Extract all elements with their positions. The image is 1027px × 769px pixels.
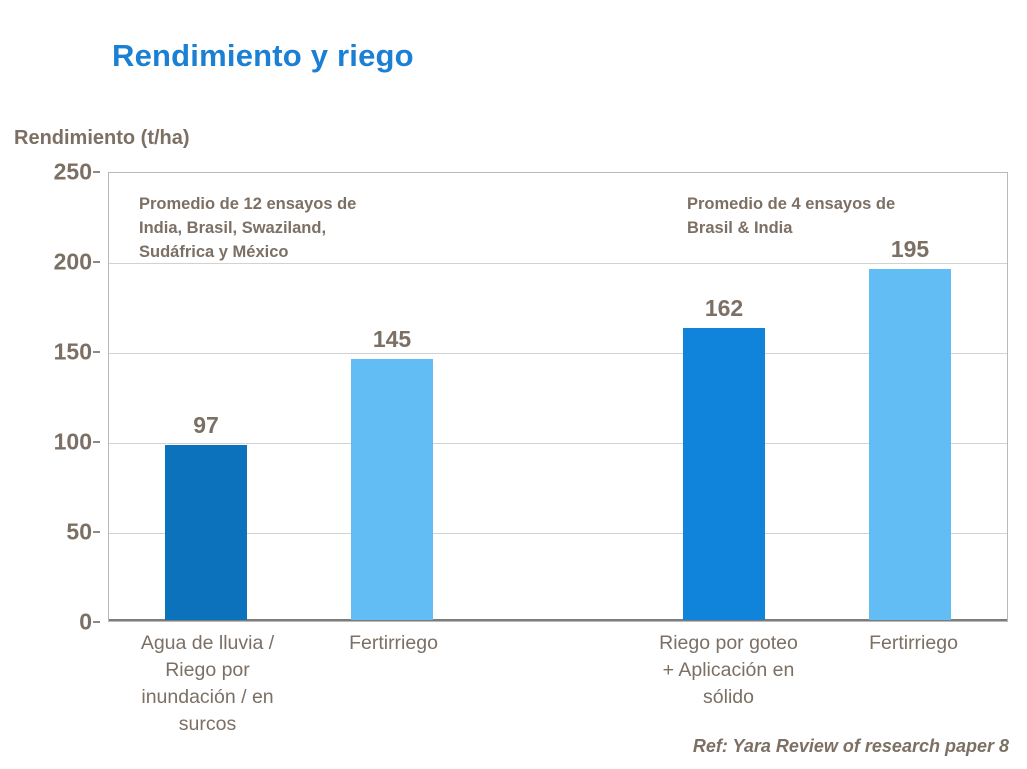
category-label-4-line-1: Fertirriego: [869, 632, 958, 654]
x-axis-category-labels: [108, 630, 1008, 745]
bar-value-label-4: 195: [890, 236, 930, 262]
category-label-3-line-1: Riego por goteo: [659, 632, 798, 654]
bar-series: [109, 173, 1007, 621]
bar-fertigation-left[interactable]: [351, 326, 433, 620]
y-tick-label-150: 150: [53, 338, 92, 365]
y-tick-mark-50: [93, 531, 100, 533]
category-label-1-line-4: surcos: [178, 712, 237, 735]
y-tick-label-0: 0: [79, 608, 92, 635]
annotation-right-line-2: Brasil & India: [687, 218, 793, 237]
category-label-1: [120, 630, 295, 738]
annotation-right-line-1: Promedio de 4 ensayos de: [687, 195, 896, 213]
y-tick-label-250: 250: [53, 158, 92, 185]
y-tick-mark-100: [93, 441, 100, 443]
bar-value-label-2: 145: [372, 326, 412, 352]
bar-rainfed-flood-furrow[interactable]: [165, 412, 247, 620]
bar-value-label-3: 162: [704, 295, 744, 322]
category-label-2: [306, 630, 481, 657]
category-label-4: [826, 630, 1001, 657]
category-label-1-line-1: Agua de lluvia /: [140, 632, 275, 654]
reference-note: Ref: Yara Review of research paper 8: [692, 736, 1009, 756]
y-axis-title: Rendimiento (t/ha): [14, 127, 190, 149]
category-label-3-line-2: + Aplicación en: [662, 658, 795, 681]
y-tick-mark-250: [93, 171, 100, 173]
bar-drip-solid-application[interactable]: [683, 295, 765, 620]
y-tick-mark-150: [93, 351, 100, 353]
bar-value-label-1: 97: [193, 412, 219, 439]
annotation-left-line-3: Sudáfrica y México: [139, 242, 289, 261]
page-title: Rendimiento y riego: [112, 38, 414, 73]
annotation-left-line-2: India, Brasil, Swaziland,: [139, 218, 327, 237]
category-label-3-line-3: sólido: [703, 685, 754, 708]
category-label-1-line-2: Riego por: [165, 658, 250, 681]
annotation-left-line-1: Promedio de 12 ensayos de: [139, 195, 357, 213]
y-axis-tick-labels: [28, 158, 100, 635]
y-tick-mark-200: [93, 261, 100, 263]
category-label-1-line-3: inundación / en: [141, 685, 274, 708]
y-tick-mark-0: [93, 621, 100, 623]
category-label-2-line-1: Fertirriego: [349, 632, 438, 654]
y-tick-label-200: 200: [53, 248, 92, 275]
category-label-3: [636, 630, 821, 711]
y-tick-label-50: 50: [66, 518, 92, 545]
y-tick-label-100: 100: [53, 428, 92, 455]
bar-fertigation-right[interactable]: [869, 236, 951, 620]
chart-plot-area: [108, 172, 1008, 622]
